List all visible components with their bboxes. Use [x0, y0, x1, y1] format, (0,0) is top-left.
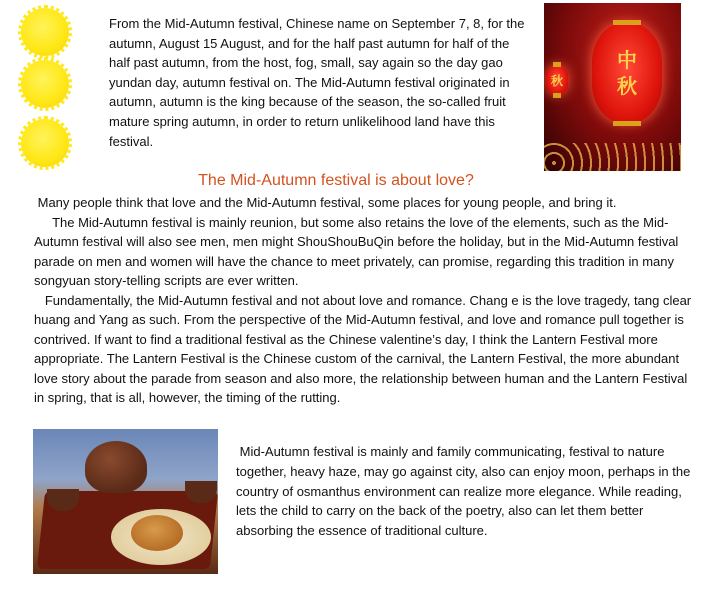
teapot: [85, 441, 147, 493]
body-paragraph: The Mid-Autumn festival is mainly reunion, but some also retains the love of the elements, such as the Mid-Autumn festival will also see men, men might ShouShouBuQin before the holiday, but in the Mid-Autumn festival parade on men and women will have the chance to meet privately, can promise, regarding this tradition in many songyuan story-telling scripts are ever written.: [34, 214, 682, 288]
red-lantern-small: [546, 65, 568, 95]
osmanthus-blossoms: [544, 143, 681, 171]
lantern-character: 秋: [550, 74, 563, 88]
decorative-sun-dot: [21, 8, 69, 56]
intro-paragraph: From the Mid-Autumn festival, Chinese name on September 7, 8, for the autumn, August 15 August, and for the half past autumn for half of the half past autumn, from the host, fog, small, say again so the day gao yundan day, autumn festival on. The Mid-Autumn festival originated in autumn, autumn is the king because of the season, the so-called fruit mature spring autumn, in order to return unlikelihood land have this festival.: [109, 16, 525, 149]
closing-paragraph: Mid-Autumn festival is mainly and family communicating, festival to nature together, heavy haze, may go against city, also can enjoy moon, perhaps in the country of osmanthus environment can realize more elegance. While reading, lets the child to carry on the back of the poetry, also can let them better absorbing the essence of traditional culture.: [236, 444, 694, 539]
body-paragraph: Fundamentally, the Mid-Autumn festival and not about love and romance. Chang e is the love tragedy, tang clear huang and Yang as such. From the perspective of the Mid-Autumn festival, and love and romance pull together is contrived. If want to find a traditional festival as the Chinese valentine’s day, I think the Lantern Festival more appropriate. The Lantern Festival is the Chinese custom of the carnival, the Lantern Festival, the more abundant love story about the parade from season and also more, the relationship between human and the Lantern Festival in spring, that is all, however, the timing of the rutting.: [34, 292, 695, 405]
decorative-sun-dot: [21, 119, 69, 167]
red-lantern-large: [592, 23, 662, 123]
section-heading: The Mid-Autumn festival is about love?: [198, 172, 474, 189]
tea-and-mooncake-photo: [33, 429, 218, 574]
body-paragraph: Many people think that love and the Mid-Autumn festival, some places for young people, and bring it.: [34, 195, 617, 210]
decorative-sun-dot: [21, 60, 69, 108]
lantern-characters: 中秋: [617, 48, 637, 98]
mooncake: [131, 515, 183, 551]
lantern-photo: [544, 3, 681, 171]
article-body: [34, 193, 694, 408]
